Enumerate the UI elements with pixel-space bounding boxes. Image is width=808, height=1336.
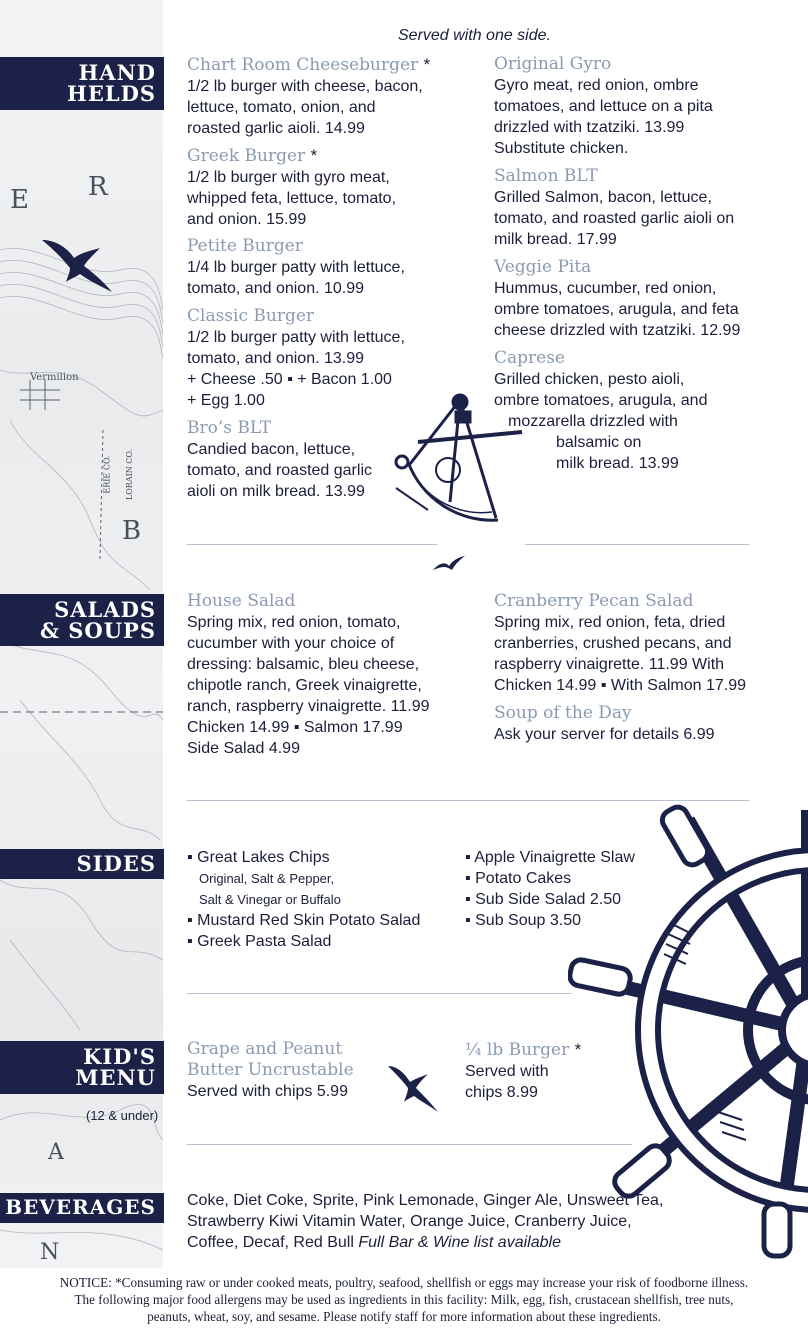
side-item: ▪ Greek Pasta Salad [187, 933, 332, 950]
side-item: ▪ Apple Vinaigrette Slaw [465, 849, 635, 866]
section-title-line: & SOUPS [40, 618, 156, 643]
item-desc-line: mozzarella drizzled with [508, 413, 678, 430]
item-name: Chart Room Cheeseburger * [187, 55, 431, 75]
map-label-town: Vermilion [30, 372, 79, 383]
map-label-a: A [48, 1140, 64, 1165]
section-title: SIDES [76, 851, 156, 876]
seagull-icon [386, 1062, 442, 1114]
item-desc: Ask your server for details 6.99 [494, 726, 715, 743]
allergen-notice [0, 1274, 808, 1325]
item-desc: 1/4 lb burger patty with lettuce, tomato, and onion. 10.99 [187, 259, 405, 297]
item-name: Soup of the Day [494, 703, 632, 723]
item-name: Bro’s BLT [187, 418, 272, 438]
divider [187, 993, 572, 994]
section-title-line: HAND [78, 60, 156, 85]
item-desc: 1/2 lb burger patty with lettuce, tomato, and onion. 13.99 + Cheese .50 ▪ + Bacon 1.00 + Egg 1.00 [187, 329, 405, 409]
section-banner-handhelds [0, 57, 164, 110]
side-item-detail: Original, Salt & Pepper, [199, 871, 335, 886]
sextant-icon [388, 392, 528, 534]
seagull-icon [40, 236, 116, 296]
side-item: ▪ Mustard Red Skin Potato Salad [187, 912, 421, 929]
notice-line: The following major food allergens may be used as ingredients in this facility: Milk, egg, fish, crustacean shellfish, tree nuts, [74, 1292, 734, 1307]
item-name: Greek Burger * [187, 146, 318, 166]
menu-item-greek-burger [187, 145, 477, 230]
section-banner-beverages [0, 1193, 164, 1223]
item-name: ¼ lb Burger * [465, 1040, 582, 1060]
section-title-line: HELDS [67, 81, 156, 106]
map-label-e: E [10, 185, 29, 215]
item-name-line: Grape and Peanut [187, 1039, 343, 1059]
section-title-line: SALADS [54, 597, 156, 622]
menu-item-house-salad [187, 591, 487, 759]
item-desc: 1/2 lb burger with cheese, bacon, lettuce, tomato, onion, and roasted garlic aioli. 14.99 [187, 78, 423, 137]
map-label-b: B [122, 516, 142, 546]
item-desc: 1/2 lb burger with gyro meat, whipped feta, lettuce, tomato, and onion. 15.99 [187, 169, 397, 228]
menu-item-original-gyro [494, 54, 794, 159]
item-desc-line: Grilled chicken, pesto aioli, [494, 371, 685, 388]
item-desc: Grilled Salmon, bacon, lettuce, tomato, and roasted garlic aioli on milk bread. 17.99 [494, 189, 735, 248]
item-desc: Hummus, cucumber, red onion, ombre tomatoes, arugula, and feta cheese drizzled with tzatziki. 12.99 [494, 280, 741, 339]
seagull-icon [432, 554, 466, 574]
item-name: House Salad [187, 591, 296, 611]
notice-line: peanuts, wheat, soy, and sesame. Please notify staff for more information about these ingredients. [147, 1309, 661, 1324]
divider [187, 544, 437, 545]
divider [525, 544, 749, 545]
item-name: Salmon BLT [494, 166, 598, 186]
item-desc: Candied bacon, lettuce, tomato, and roasted garlic aioli on milk bread. 13.99 [187, 441, 372, 500]
bar-note: Full Bar & Wine list available [358, 1234, 561, 1251]
item-desc-line: milk bread. 13.99 [556, 455, 679, 472]
menu-item-salmon-blt [494, 166, 794, 250]
sides-left-list [187, 847, 420, 952]
beverages-list: Coke, Diet Coke, Sprite, Pink Lemonade, Ginger Ale, Unsweet Tea, Strawberry Kiwi Vitamin Water, Orange Juice, Cranberry Juice, Coffee, Decaf, Red Bull [187, 1192, 664, 1251]
menu-item-cranberry-pecan [494, 591, 794, 696]
served-note: Served with one side. [398, 27, 551, 44]
menu-item-caprese [494, 348, 794, 474]
item-name-line: Butter Uncrustable [187, 1060, 354, 1080]
map-label-county-2: LORAIN CO. [125, 448, 135, 501]
item-desc: Spring mix, red onion, tomato, cucumber with your choice of dressing: balsamic, bleu cheese, chipotle ranch, Greek vinaigrette, ranch, raspberry vinaigrette. 11.99 Chicken 14.99 ▪ Salmon 17.99 Side Salad 4.99 [187, 614, 430, 757]
section-title-line: KID'S [83, 1044, 156, 1069]
side-item: ▪ Great Lakes Chips [187, 849, 330, 866]
map-label-r: R [88, 172, 108, 202]
menu-item-veggie-pita [494, 257, 794, 341]
item-desc-line: balsamic on [556, 434, 642, 451]
menu-item-soup [494, 703, 794, 745]
menu-item-petite-burger [187, 236, 477, 299]
item-name: Cranberry Pecan Salad [494, 591, 694, 611]
section-banner-salads [0, 594, 164, 646]
menu-item-chart-room [187, 54, 477, 139]
side-item: ▪ Sub Soup 3.50 [465, 912, 581, 929]
map-label-n: N [40, 1240, 60, 1265]
item-desc: Served with chips 8.99 [465, 1063, 549, 1101]
item-name: Petite Burger [187, 236, 303, 256]
notice-line: NOTICE: *Consuming raw or under cooked meats, poultry, seafood, shellfish or eggs may increase your risk of foodborne illness. [59, 1275, 749, 1290]
menu-item-pbj [187, 1039, 407, 1102]
side-item-detail: Salt & Vinegar or Buffalo [199, 892, 341, 907]
item-name: Original Gyro [494, 54, 612, 74]
divider [187, 1144, 632, 1145]
section-title: BEVERAGES [5, 1195, 156, 1219]
item-desc: Spring mix, red onion, feta, dried cranberries, crushed pecans, and raspberry vinaigrette. 11.99 With Chicken 14.99 ▪ With Salmon 17.99 [494, 614, 747, 694]
kids-age-note: (12 & under) [86, 1108, 159, 1123]
side-item: ▪ Sub Side Salad 2.50 [465, 891, 622, 908]
map-label-county-1: ERIE CO. [102, 455, 112, 494]
item-desc: Served with chips 5.99 [187, 1083, 348, 1100]
section-banner-sides [0, 849, 164, 879]
item-desc-line: ombre tomatoes, arugula, and [494, 392, 708, 409]
item-name: Veggie Pita [494, 257, 592, 277]
item-name: Caprese [494, 348, 565, 368]
item-desc: Gyro meat, red onion, ombre tomatoes, and lettuce on a pita drizzled with tzatziki. 13.99 Substitute chicken. [494, 77, 713, 157]
section-banner-kids [0, 1041, 164, 1094]
beverages-text [187, 1190, 707, 1253]
section-title-line: MENU [75, 1065, 156, 1090]
side-item: ▪ Potato Cakes [465, 870, 572, 887]
item-name: Classic Burger [187, 306, 315, 326]
